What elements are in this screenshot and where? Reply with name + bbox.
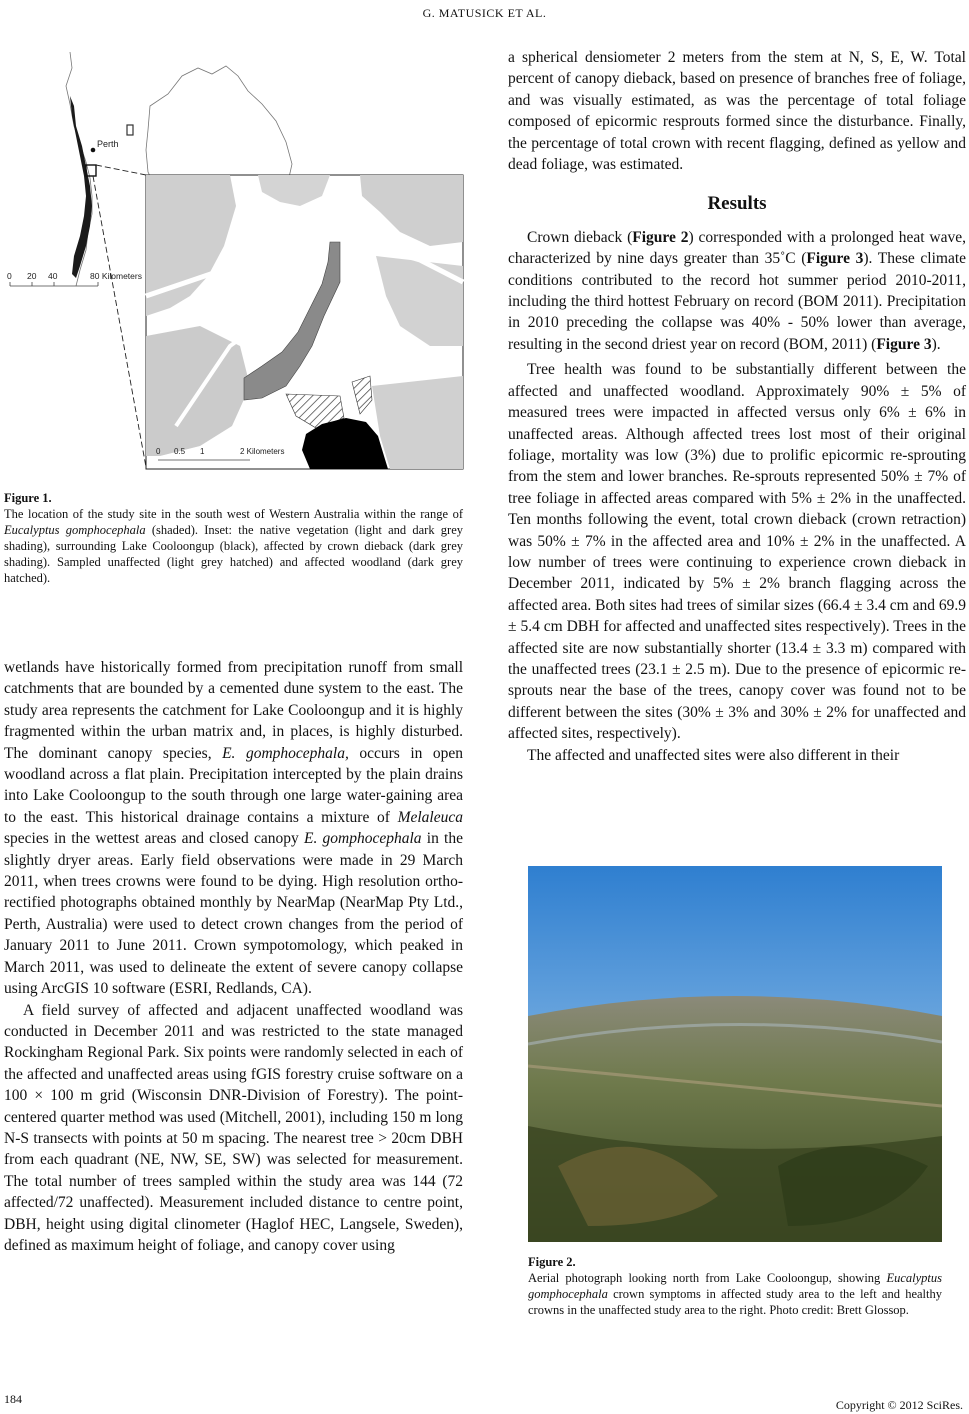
australia-locator-box [127,125,133,135]
caption-text: (shaded). Inset: the native vegetation (light and dark grey shading), surrounding Lake Cooloongup (black), affected by crown dieback (dark grey shading). Sampled unaffected (light grey hatched) and affected woodland (dark grey hatched). [4,523,464,585]
caption-text: crown symptoms in affected study area to the left and healthy crowns in the unaffected study area to the right. Photo credit: Brett Glossop. [528,1287,942,1317]
text-run: Figure 3 [876,335,932,353]
text-run: ). These climate conditions contributed to the record hot summer period 2010-2011, including the third hottest February on record (BOM 2011). Precipitation in 2010 preceding the collapse was 40% - 50% lower than average, resulting in the second driest year on record (BOM, 2011) ( [508,250,967,353]
page-number: 184 [4,1392,22,1406]
figure2-title: Figure 2. [528,1255,576,1269]
text-run: in the slightly dryer areas. Early field observations were made in 29 March 2011, when trees crowns were found to be dying. High resolution ortho-rectified photographs obtained monthly by NearMap (NearMap Pty Ltd., Perth, Australia) were used to detect crown changes from the period of January 2011 to June 2011. Crown sympotomology, which peaked in March 2011, was used to delineate the extent of severe canopy collapse using ArcGIS 10 software (ESRI, Redlands, CA). [4,830,463,998]
figure2-caption [528,1254,942,1318]
connector-top [96,165,146,175]
results-heading: Results [707,193,767,215]
text-run: E. gomphocephala, [222,744,349,762]
figure2-aerial-photo [528,866,942,1242]
text-run: E. gomphocephala [303,830,422,848]
text-run: Figure 2 [632,228,689,246]
inset-scale-tick-1: 0.5 [174,447,186,456]
connector-bottom [93,176,146,467]
text-run: occurs in open woodland across a flat plain. Precipitation intercepted by the plain drains into Lake Cooloongup to the south through one large water-gaining area to the east. This historical drainage contains a mixture of [4,744,464,826]
caption-text: The location of the study site in the south west of Western Australia within the range of [4,507,463,521]
caption-species: Eucalyptus gomphocephala [528,1271,942,1301]
copyright: Copyright © 2012 SciRes. [835,1398,963,1412]
paragraph [4,657,463,1000]
map-scale-tick-0: 0 [7,271,12,281]
perth-point [91,148,96,153]
figure1-caption-text [4,506,463,586]
figure2-caption-text [528,1270,942,1318]
figure1-caption [4,490,463,586]
caption-species: Eucalyptus gomphocephala [4,523,146,537]
paragraph: a spherical densiometer 2 meters from the stem at N, S, E, W. Total percent of canopy dieback, based on presence of branches free of foliage, and was visually estimated, as was the percentage of total foliage composed of epicormic resprouts formed since the disturbance. Finally, the percentage of total crown with recent flagging, defined as yellow and dead foliage, was estimated. [508,49,966,174]
figure1-title: Figure 1. [4,491,52,505]
inset-scale-tick-3: 2 Kilometers [240,447,285,456]
figure1-map [0,46,470,476]
right-column [508,47,966,766]
perth-label: Perth [97,139,119,149]
left-column [4,657,463,1256]
paragraph: The affected and unaffected sites were also different in their [527,746,900,764]
text-run: Figure 3 [806,250,864,268]
map-scale-tick-2: 40 [48,271,58,281]
inset-scale-tick-0: 0 [156,447,161,456]
map-scale-tick-1: 20 [27,271,37,281]
inset-map [146,175,463,469]
inset-scale-tick-2: 1 [200,447,205,456]
map-scale-tick-3: 80 Kilometers [90,271,142,281]
text-run: Crown dieback ( [527,228,633,246]
text-run: ). [931,335,941,353]
paragraph: A field survey of affected and adjacent unaffected woodland was conducted in December 2011 and was restricted to the state managed Rockingham Regional Park. Six points were randomly selected in each of the affected and unaffected areas using fGIS forestry cruise software on a 100 × 100 m grid (Wisconsin DNR-Division of Forestry). The point-centered quarter method was used (Mitchell, 2001), including 150 m long N-S transects with points at 50 m spacing. The nearest tree > 20cm DBH from each quadrant (NE, NW, SE, SW) was selected for measurement. The total number of trees sampled within the study area was 144 (72 affected/72 unaffected). Measurement included distance to centre point, DBH, height using digital clinometer (Haglof HEC, Langsele, Sweden), defined as maximum height of foliage, and canopy cover using [4,1001,463,1254]
caption-text: Aerial photograph looking north from Lake Cooloongup, showing [528,1271,887,1285]
running-header: G. MATUSICK ET AL. [422,6,547,20]
text-run: wetlands have historically formed from precipitation runoff from small catchments that are bounded by a cemented dune system to the east. The study area represents the catchment for Lake Cooloongup and it is highly fragmented within the urban matrix and, in places, is highly disturbed. The dominant canopy species, [4,659,463,762]
text-run: ) corresponded with a prolonged heat wave, characterized by nine days greater than 35˚C ( [508,228,966,268]
text-run: species in the wettest areas and closed canopy [4,830,304,848]
paragraph [508,227,966,355]
text-run: Melaleuca [397,808,463,826]
paragraph: Tree health was found to be substantially different between the affected and unaffected woodland. Approximately 90% ± 5% of measured trees were impacted in affected versus only 6% ± 6% in unaffected areas. Although affected trees lost most of their original foliage, mortality was low (3%) due to prolific epicormic re-sprouting from the stem and lower branches. Re-sprouts represented 50% ± 7% of tree foliage in affected areas compared with 5% ± 2% in the unaffected. Ten months following the event, total crown dieback (crown retraction) was 50% ± 7% in the affected area and 10% ± 2% in the unaffected. A low number of trees were continuing to experience crown dieback in December 2011, indicated by 5% ± 2% branch flagging across the affected area. Both sites had trees of similar sizes (66.4 ± 3.4 cm and 69.9 ± 5.4 cm DBH for affected and unaffected sites respectively). Trees in the affected site are now substantially shorter (13.4 ± 3.3 m) compared with the unaffected trees (23.1 ± 2.5 m). Due to the presence of epicormic re-sprouts near the base of the trees, canopy cover was found not to be different between the sites (30% ± 3% and 30% ± 2% for unaffected and affected sites, respectively). [508,361,966,743]
